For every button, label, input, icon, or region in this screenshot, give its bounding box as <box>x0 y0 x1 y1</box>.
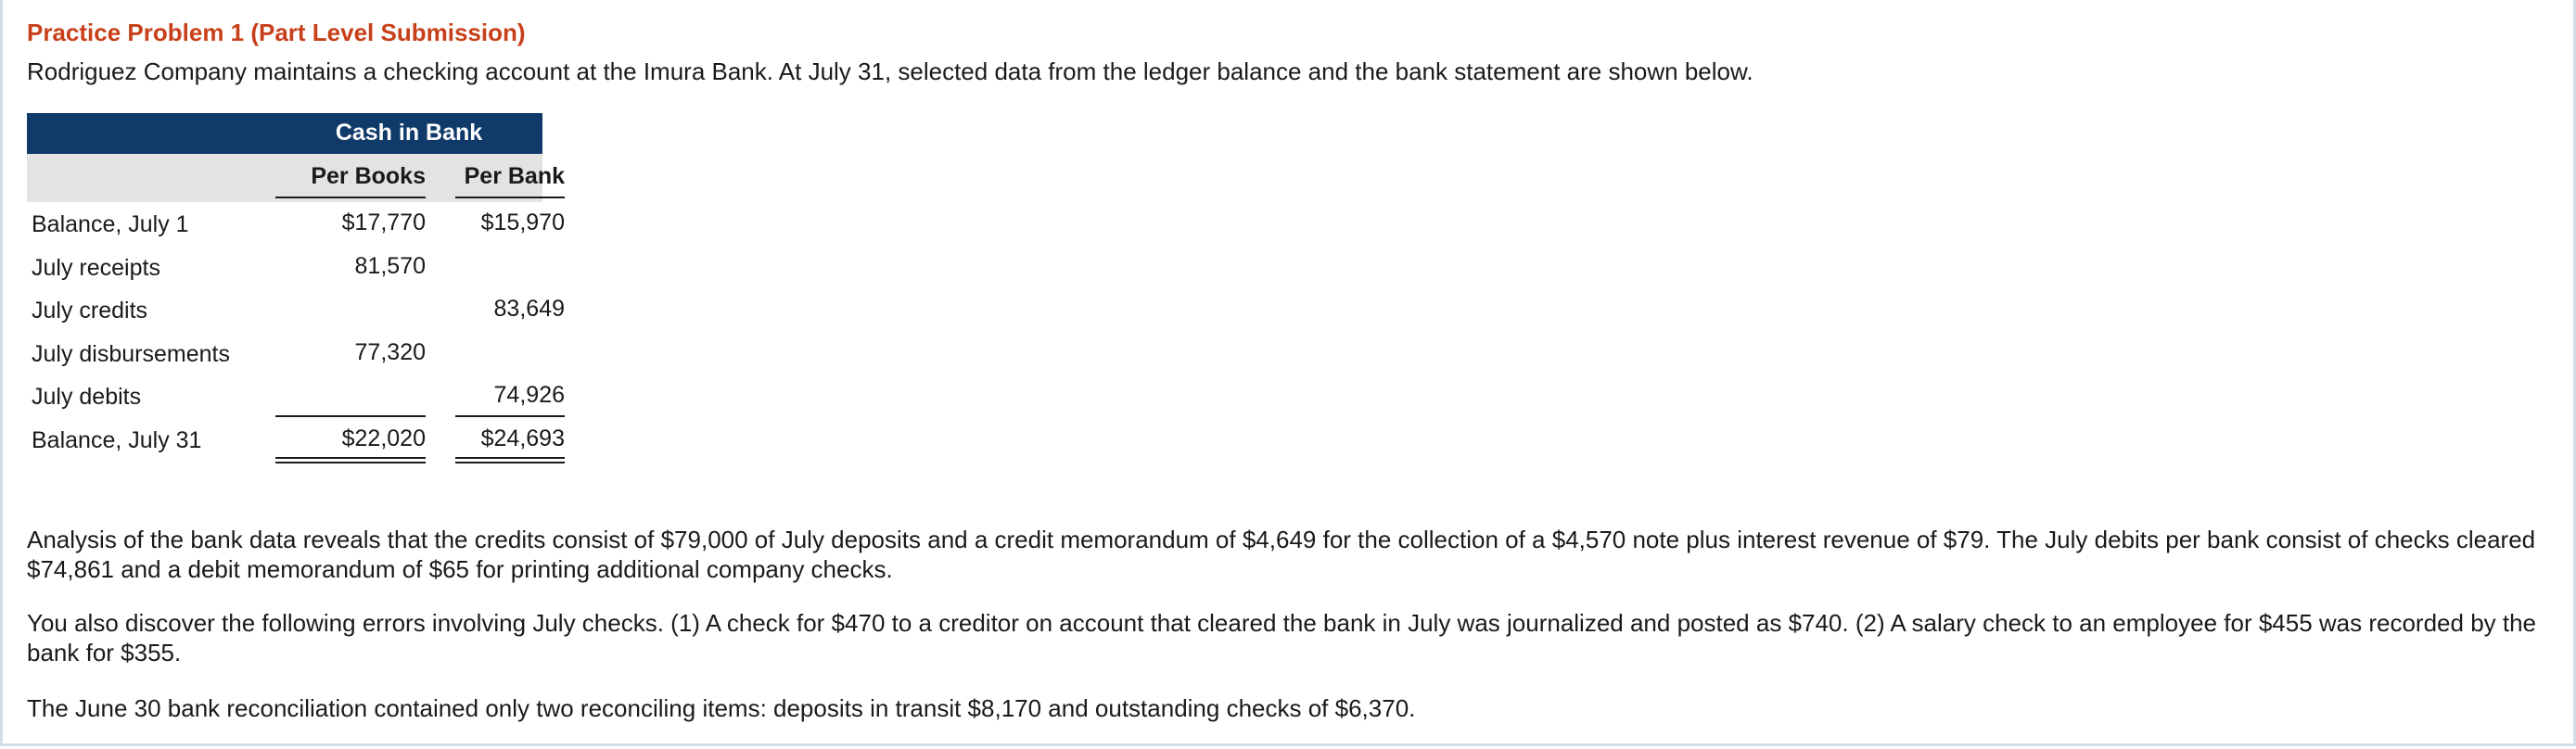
errors-paragraph: You also discover the following errors involving July checks. (1) A check for $470 to a creditor on account that cleared the bank in July was journalized and posted as $740. (2) A salary check to an employee for $455 was recorded by the bank for $355. <box>27 609 2537 666</box>
cash-in-bank-table <box>27 113 565 461</box>
row-bank-value: 74,926 <box>493 382 565 408</box>
row-bank-value: $15,970 <box>480 209 565 235</box>
row-label: Balance, July 31 <box>32 426 202 453</box>
table-heading-bar <box>27 113 542 154</box>
problem-title: Practice Problem 1 (Part Level Submission) <box>27 19 526 46</box>
row-label: July debits <box>32 384 142 410</box>
row-label: Balance, July 1 <box>32 211 189 237</box>
problem-intro: Rodriguez Company maintains a checking account at the Imura Bank. At July 31, selected data from the ledger balance and the bank statement are shown below. <box>27 57 1753 85</box>
row-bank-value: $24,693 <box>480 425 565 451</box>
row-books-value: 77,320 <box>354 338 426 365</box>
june-reconciliation-paragraph: The June 30 bank reconciliation contained only two reconciling items: deposits in transit $8,170 and outstanding checks of $6,370. <box>27 694 1416 722</box>
total-double-underline-books <box>275 457 426 463</box>
row-label: July disbursements <box>32 340 230 367</box>
row-books-value: $17,770 <box>341 209 426 235</box>
column-header-per-bank: Per Bank <box>464 163 565 189</box>
table-row <box>27 418 565 462</box>
table-row <box>27 374 565 418</box>
row-label: July credits <box>32 298 148 324</box>
total-double-underline-bank <box>455 457 565 463</box>
row-label: July receipts <box>32 254 160 281</box>
analysis-paragraph: Analysis of the bank data reveals that the credits consist of $79,000 of July deposits and a credit memorandum of $4,649 for the collection of a $4,570 note plus interest revenue of $79. The July debits per bank consist of checks cleared $74,861 and a debit memorandum of $65 for printing additional company checks. <box>27 526 2536 583</box>
table-row <box>27 202 565 246</box>
table-heading: Cash in Bank <box>335 120 483 146</box>
table-row <box>27 332 542 375</box>
column-header-per-books: Per Books <box>311 163 426 189</box>
table-column-header-row <box>27 154 565 202</box>
table-row <box>27 288 565 332</box>
row-books-value: 81,570 <box>354 252 426 279</box>
header-underline-bank <box>455 197 565 198</box>
table-row <box>27 246 542 289</box>
header-underline-books <box>275 197 426 198</box>
row-books-value: $22,020 <box>341 425 426 451</box>
row-bank-value: 83,649 <box>493 296 565 322</box>
